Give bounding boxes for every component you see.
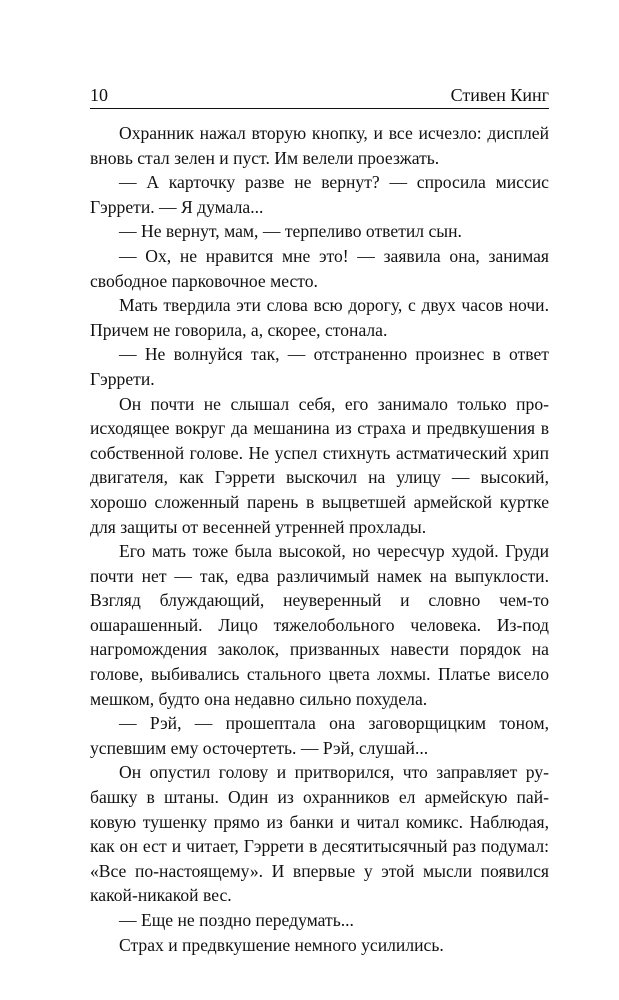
paragraph: — Не волнуйся так, — отстраненно произнес в ответ Гэррети. (90, 344, 549, 389)
page-body (90, 121, 549, 957)
paragraph: Мать твердила эти слова всю дорогу, с двух часов ночи. Причем не говорила, а, скорее, стонала. (90, 295, 549, 340)
paragraph: Он почти не слышал себя, его занимало только происходящее вокруг да мешанина из страха и предвкушения в собственной голове. Не успел стихнуть астматический хрип двигателя, как Гэррети выскочил на улицу — высокий, хорошо сложенный парень в выцветшей армейской куртке для защиты от весенней утренней прохлады. (90, 393, 549, 537)
paragraph: Охранник нажал вторую кнопку, и все исчезло: дисплей вновь стал зелен и пуст. Им велели проезжать. (90, 123, 549, 168)
paragraph: Страх и предвкушение немного усилились. (119, 934, 444, 955)
paragraph: — Еще не поздно передумать... (119, 910, 354, 930)
paragraph: Его мать тоже была высокой, но чересчур худой. Груди почти нет — так, едва различимый намек на выпуклости. Взгляд блуждающий, неуверенный и словно чем-то ошарашенный. Лицо тяжелобольного человека. Из-под нагромождения заколок, призванных навести порядок на голове, выбивались стального цвета лохмы. Платье висело мешком, будто она недавно сильно похудела. (90, 541, 549, 709)
paragraph: — Не вернут, мам, — терпеливо ответил сын. (119, 221, 462, 242)
author-name: Стивен Кинг (450, 85, 549, 105)
page-number: 10 (90, 85, 108, 105)
running-header (90, 82, 549, 109)
paragraph: — А карточку разве не вернут? — спросила миссис Гэррети. — Я думала... (90, 172, 549, 217)
book-page (90, 82, 549, 957)
paragraph: Он опустил голову и притворился, что заправляет рубашку в штаны. Один из охранников ел армейскую пайковую тушенку прямо из банки и читал комикс. Наблюдая, как он ест и читает, Гэррети в десятитысячный раз подумал: «Все по-настоящему». И впервые у этой мысли появился какой-никакой вес. (90, 762, 549, 906)
paragraph: — Ох, не нравится мне это! — заявила она, занимая свободное парковочное место. (90, 245, 549, 291)
paragraph: — Рэй, — прошептала она заговорщицким тоном, успевшим ему осточертеть. — Рэй, слушай... (90, 713, 549, 758)
